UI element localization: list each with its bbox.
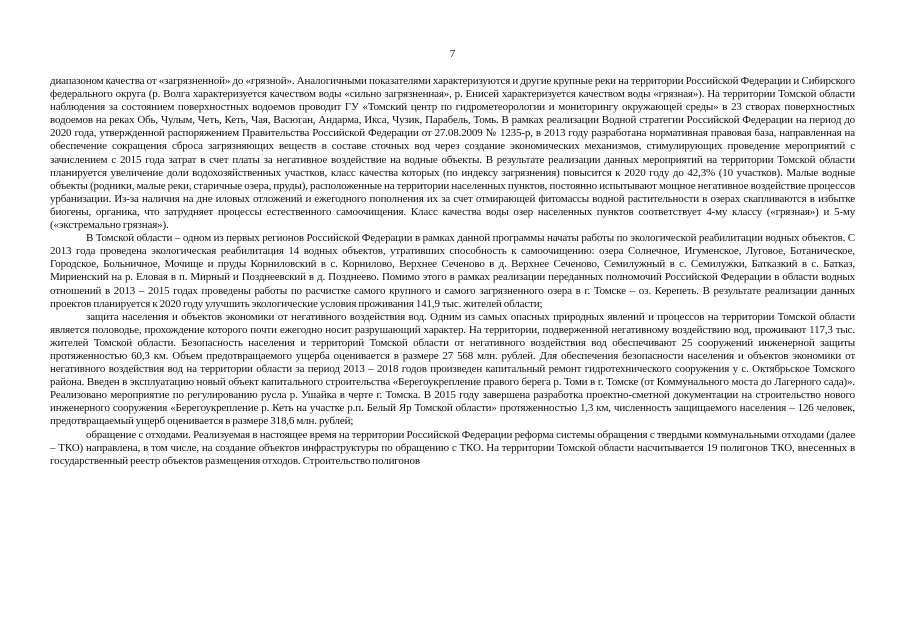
page-number: 7	[449, 48, 456, 60]
document-body	[50, 75, 855, 468]
paragraph-ecological-rehabilitation: В Томской области – одном из первых регионов Российской Федерации в рамках данной программы начаты работы по экологической реабилитации водных объектов. С 2013 года проведена экологическая реабилитация 14 водных объектов, утративших способность к самоочищению: озера Солнечное, Игуменское, Луговое, Ботаническое, Городское, Больничное, Мочище и пруды Корниловский в с. Корнилово, Верхнее Сеченово в д. Верхнее Сеченово, Семилужный в с. Семилужки, Батказкий в с. Батказ, Мириенский на р. Еловая в п. Мирный и Позднеевский в д. Позднеево. Помимо этого в рамках реализации переданных полномочий Российской Федерации в области водных отношений в 2013 – 2015 годах проведены работы по расчистке самого крупного и самого загрязненного озера в г. Томске – оз. Керепеть. В результате реализации данных проектов планируется к 2020 году улучшить экологические условия проживания 141,9 тыс. жителей области;	[50, 232, 855, 310]
paragraph-flood-protection: защита населения и объектов экономики от негативного воздействия вод. Одним из самых опасных природных явлений и процессов на территории Томской области является половодье, прохождение которого почти ежегодно носит разрушающий характер. На территории, подверженной негативному воздействию вод, проживают 117,3 тыс. жителей Томской области. Безопасность населения и территорий Томской области от негативного воздействия вод обеспечивают 25 сооружений инженерной защиты протяженностью 60,3 км. Объем предотвращаемого ущерба оценивается в размере 27 568 млн. рублей. Для обеспечения безопасности населения и объектов экономики от негативного воздействия вод на территории области за период 2013 – 2018 годов произведен капитальный ремонт гидротехнического сооружения у с. Октябрьское Томского района. Введен в эксплуатацию новый объект капитального строительства «Берегоукрепление правого берега р. Томи в г. Томске (от Коммунального моста до Лагерного сада)». Реализовано мероприятие по регулированию русла р. Ушайка в черте г. Томска. В 2015 году завершена разработка проектно-сметной документации на строительство нового инженерного сооружения «Берегоукрепление р. Кеть на участке р.п. Белый Яр Томской области» протяженностью 1,3 км, численность защищаемого населения – 126 человек, предотвращаемый ущерб оценивается в размере 318,6 млн. рублей;	[50, 310, 855, 428]
paragraph-waste-management: обращение с отходами. Реализуемая в настоящее время на территории Российской Федерации реформа системы обращения с твердыми коммунальными отходами (далее – ТКО) направлена, в том числе, на создание объектов инфраструктуры по обращению с ТКО. На территории Томской области насчитывается 19 полигонов ТКО, внесенных в государственный реестр объектов размещения отходов. Строительство полигонов	[50, 428, 855, 467]
paragraph-water-quality: диапазоном качества от «загрязненной» до «грязной». Аналогичными показателями характеризуются и другие крупные реки на территории Российской Федерации и Сибирского федерального округа (р. Волга характеризуется качеством воды «сильно загрязненная», р. Енисей характеризуется качеством воды «грязная»). На территории Томской области наблюдения за состоянием поверхностных водоемов проводит ГУ «Томский центр по гидрометеорологии и мониторингу окружающей среды» в 23 створах поверхностных водоемов на реках Обь, Чулым, Четь, Кеть, Чая, Васюган, Андарма, Икса, Чузик, Парабель, Томь. В рамках реализации Водной стратегии Российской Федерации на период до 2020 года, утвержденной распоряжением Правительства Российской Федерации от 27.08.2009 № 1235-р, в 2013 году разработана нормативная правовая база, направленная на обеспечение сокращения сброса загрязняющих веществ в составе сточных вод через создание экономических механизмов, стимулирующих проведение мероприятий с зачислением с 2015 года затрат в счет платы за негативное воздействие на водные объекты. В результате реализации данных мероприятий на территории Томской области планируется увеличение доли водохозяйственных участков, класс качества которых (по индексу загрязнения) повысится к 2020 году до 42,3% (10 участков). Малые водные объекты (родники, малые реки, старичные озера, пруды), расположенные на территории населенных пунктов, постоянно испытывают мощное негативное воздействие процессов урбанизации. Из-за наличия на дне иловых отложений и ежегодного пополнения их за счет отмирающей фитомассы водной растительности в озерах скапливаются в избытке биогены, органика, что затрудняет процессы естественного самоочищения. Класс качества воды озер населенных пунктов соответствует 4-му классу («грязная») и 5-му («экстремально грязная»).	[50, 75, 855, 232]
